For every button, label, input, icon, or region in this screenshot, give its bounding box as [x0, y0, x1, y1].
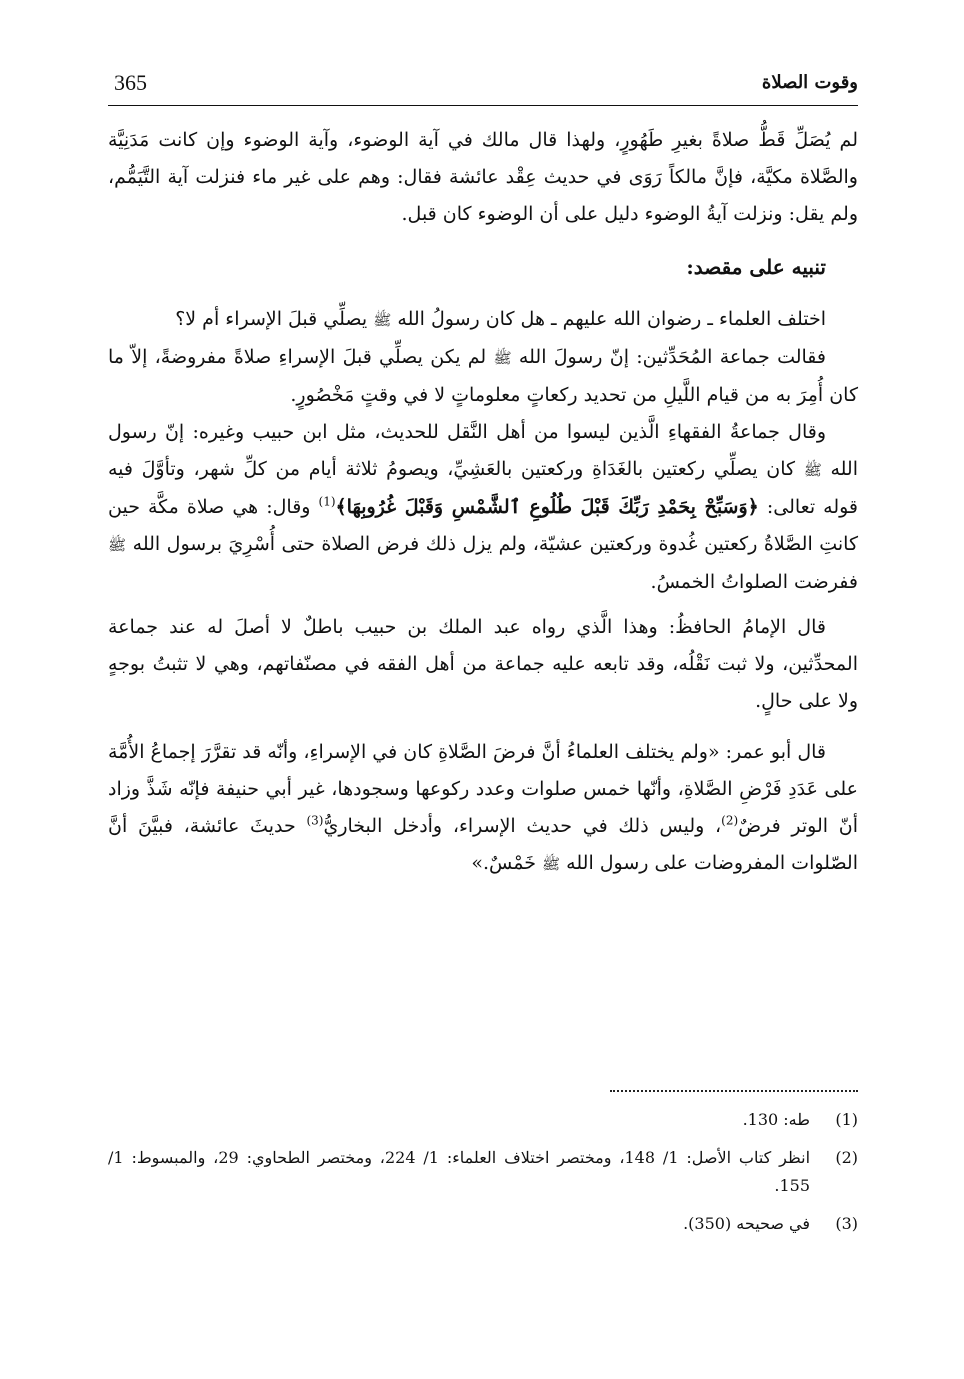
section-heading: تنبيه على مقصد:: [686, 255, 826, 279]
paragraph-5: [108, 609, 858, 720]
honorific-glyph: ﷺ: [542, 855, 561, 873]
footnotes: [108, 1106, 858, 1248]
footnote-ref-2: (2): [721, 813, 739, 828]
header-rule: [108, 105, 858, 106]
paragraph-2-text-a: اختلف العلماء ـ رضوان الله عليهم ـ هل كان رسولُ الله: [397, 308, 826, 330]
paragraph-6: [108, 734, 858, 883]
running-title: وقوت الصلاة: [761, 72, 858, 93]
footnote-1: [108, 1106, 858, 1134]
footnote-separator: [610, 1090, 858, 1092]
paragraph-4-text-d: ففرضت الصلواتُ الخمسُ.: [650, 571, 858, 593]
footnote-ref-3: (3): [306, 813, 324, 828]
paragraph-6-text-d: خَمْسٌ.»: [471, 852, 536, 874]
paragraph-4-text-c: وقال: هي صلاة مكَّة حين كانتِ الصَّلاةُ ركعتين غُدوة وركعتين عشيّة، ولم يزل ذلك فرض الصلاة حتى أُسْرِيَ برسول الله: [108, 496, 859, 555]
paragraph-2: [108, 301, 858, 339]
paragraph-2-text-b: يصلِّي قبلَ الإسراء أم لا؟: [175, 308, 368, 330]
paragraph-4: [108, 414, 858, 601]
footnote-text: طه: 130.: [742, 1110, 810, 1129]
honorific-glyph: ﷺ: [373, 311, 392, 329]
footnote-text: في صحيحه (350).: [683, 1214, 810, 1233]
paragraph-6-text-c: حديثَ عائشة، فبيَّنَ أنَّ الصّلوات المفروضات على رسول الله: [108, 815, 858, 874]
footnote-ref-1: (1): [318, 494, 336, 509]
paragraph-6-text-a: قال أبو عمر: «ولم يختلف العلماءُ أنَّ فرضَ الصَّلاةِ كان في الإسراءِ، وأنّه قد تقرَّرَ إجماعُ الأُمَّة على عَدَدِ فَرْضِ الصَّلاةِ، وأنّها خمس صلوات وعدد ركوعها وسجودها، غير أبي حنيفة فإنّه شَذَّ وزاد أنّ الوتر فرضٌ: [108, 741, 858, 837]
paragraph-1: [108, 122, 858, 233]
honorific-glyph: ﷺ: [803, 461, 822, 479]
footnote-3: [108, 1210, 858, 1238]
honorific-glyph: ﷺ: [493, 349, 512, 367]
footnote-number: (1): [835, 1110, 858, 1129]
footnote-number: (3): [835, 1214, 858, 1233]
honorific-glyph: ﷺ: [108, 536, 127, 554]
paragraph-1-text: لم يُصَلِّ قَطُّ صلاةً بغيرِ طَهُورٍ، ولهذا قال مالك في آية الوضوء، وآية الوضوء وإن كانت مَدَنِيَّة والصَّلاة مكيَّة، فإنَّ مالكاً رَوَى في حديث عِقْد عائشة فقال: وهم على غير ماء فنزلت آية التَّيَمُّم، ولم يقل: ونزلت آيةُ الوضوء دليل على أن الوضوء كان قبل.: [108, 129, 858, 225]
paragraph-6-text-b: ، وليس ذلك في حديث الإسراء، وأدخل البخاريُّ: [323, 815, 722, 837]
paragraph-3-text-a: فقالت جماعة المُحَدِّثين: إنّ رسولَ الله: [518, 346, 826, 368]
paragraph-4-text-a: وقال جماعةُ الفقهاءِ الَّذين ليسوا من أهل النَّقل للحديث، مثل ابن حبيب وغيره: إنّ رسول الله: [108, 421, 858, 480]
footnote-2: [108, 1144, 858, 1200]
paragraph-3-text-b: لم يكن يصلِّي قبلَ الإسراءِ صلاةً مفروضةً، إلاّ ما كان أُمِرَ به من قيام اللَّيلِ من تحديد ركعاتٍ معلوماتٍ لا في وقتٍ مَخْصُورٍ.: [108, 346, 858, 406]
quran-verse: ﴿وَسَبِّحْ بِحَمْدِ رَبِّكَ قَبْلَ طُلُوعِ ٱلشَّمْسِ وَقَبْلَ غُرُوبِهَا﴾: [335, 496, 759, 518]
footnote-text: انظر كتاب الأصل: 1/ 148، ومختصر اختلاف العلماء: 1/ 224، ومختصر الطحاوي: 29، والمبسوط: 1/ 155.: [108, 1148, 811, 1195]
paragraph-4-text-b: كان يصلِّي ركعتين بالغَدَاةِ وركعتين بالعَشِيِّ، ويصومُ ثلاثة أيام من كلِّ شهر، وتأوَّلَ فيه قوله تعالى:: [108, 458, 859, 518]
paragraph-3: [108, 339, 858, 414]
body-text: [108, 122, 858, 883]
paragraph-5-text: قال الإمامُ الحافظُ: وهذا الَّذي رواه عبد الملك بن حبيب باطلٌ لا أصلَ له عند جماعة المحدِّثين، ولا ثبت نَقْلُه، وقد تابعه عليه جماعة من أهل الفقه في مصنّفاتهم، وهي لا تثبتُ بوجهٍ ولا على حالٍ.: [108, 616, 858, 712]
page-number: 365: [114, 70, 147, 95]
page-header: [108, 68, 858, 104]
footnote-number: (2): [835, 1148, 858, 1167]
